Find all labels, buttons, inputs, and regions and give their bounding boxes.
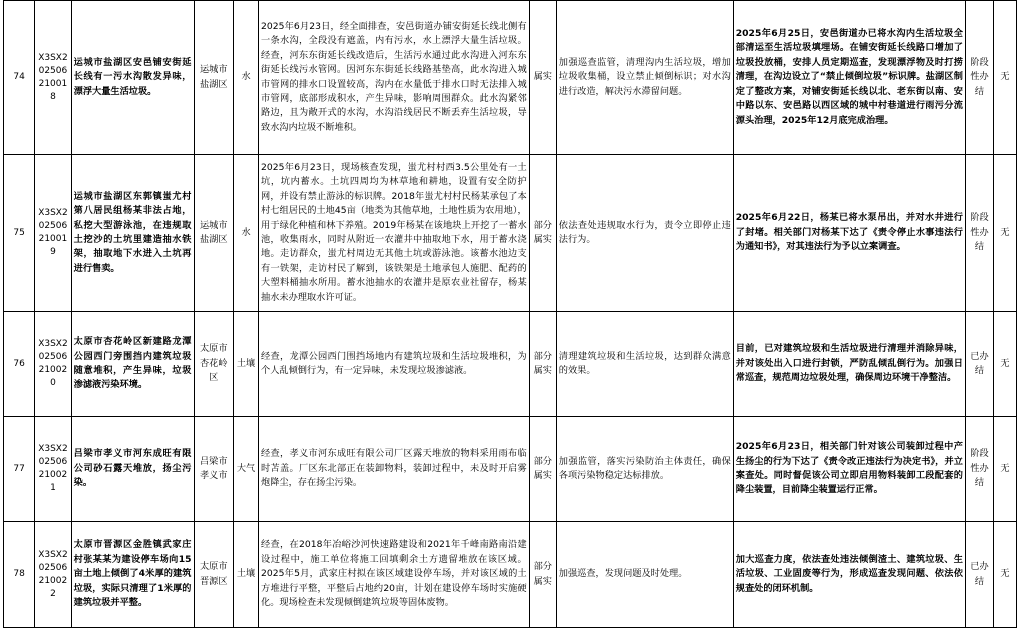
pollution-type: 水 (234, 1, 259, 155)
case-code: X3SX202506210019 (35, 155, 71, 312)
row-number: 74 (4, 1, 35, 155)
case-status: 阶段性办结 (965, 1, 993, 155)
complaint-content: 运城市盐湖区东郭镇蚩尤村第八居民组杨某非法占地，私挖大型游泳池，在违规取土挖沙的土坑里建造抽水铁架，抽取地下水进入土坑再进行售卖。 (71, 155, 194, 312)
case-code: X3SX202506210018 (35, 1, 71, 155)
pollution-type: 大气 (234, 417, 259, 522)
accountability-note: 无 (994, 312, 1017, 417)
verification-result: 属实 (529, 1, 556, 155)
case-code: X3SX202506210020 (35, 312, 71, 417)
rectification-result: 2025年6月22日，杨某已将水泵吊出，并对水井进行了封堵。相关部门对杨某下达了《责令停止水事违法行为通知书》，对其违法行为予以立案调查。 (733, 155, 965, 312)
complaint-table (3, 0, 1017, 628)
case-status: 已办结 (965, 522, 993, 628)
rectification-result: 2025年6月23日，相关部门针对该公司装卸过程中产生扬尘的行为下达了《责令改正违法行为决定书》，并立案查处。同时督促该公司立即启用物料装卸工段配套的降尘装置，目前降尘装置运行正常。 (733, 417, 965, 522)
pollution-type: 水 (234, 155, 259, 312)
rectification-result: 2025年6月25日，安邑街道办已将水沟内生活垃圾全部清运至生活垃圾填埋场。在铺安街延长线路口增加了垃圾投放桶，安排人员定期巡查，发现漂浮物及时打捞清理，在沟边设立了“禁止倾倒垃圾”标识牌。盐湖区制定了整改方案，对铺安街延长线以北、老东街以南、安中路以东、安邑路以西区域的城中村巷道进行雨污分流源头治理，2025年12月底完成治理。 (733, 1, 965, 155)
table-row (4, 312, 1017, 417)
pollution-type: 土壤 (234, 312, 259, 417)
handling-requirement: 加强巡查，发现问题及时处理。 (556, 522, 733, 628)
investigation-finding: 2025年6月23日，现场核查发现，蚩尤村村西3.5公里处有一土坑，坑内蓄水。土坑四周均为林草地和耕地，设置有安全防护网，并设有禁止游泳的标识牌。2018年蚩尤村村民杨某承包了本村七组居民的土地45亩（地类为其他草地，土地性质为农用地），用于绿化种植和林下养殖。2019年杨某在该地块上开挖了一蓄水池，收集雨水，同时从附近一农灌井中抽取地下水，用于蓄水浇地。走访群众，蚩尤村周边无其他土坑或游泳池。该蓄水池边支有一铁架，走访村民了解到，该铁架是土地承包人施肥、配药的大塑料桶抽水所用。蓄水池抽水的农灌井是原农业社留存，杨某抽水未办理取水许可证。 (259, 155, 530, 312)
complaint-content: 太原市晋源区金胜镇武家庄村张某某为建设停车场向15亩土地上倾倒了4米厚的建筑垃圾，实际只清理了1米厚的建筑垃圾并平整。 (71, 522, 194, 628)
case-status: 阶段性办结 (965, 417, 993, 522)
handling-requirement: 清理建筑垃圾和生活垃圾，达到群众满意的效果。 (556, 312, 733, 417)
investigation-finding: 2025年6月23日，经全面排查，安邑街道办铺安街延长线北侧有一条水沟，全段没有遮盖，内有污水，水上漂浮大量生活垃圾。经查，河东东街延长线改造后，生活污水通过此水沟进入河东东街延长线污水管网。因河东东街延长线路基垫高，此水沟进入城市管网的排水口设置较高，沟内在水量低于排水口时无法排入城市管网，底部形成积水，产生异味，影响周围群众。此水沟紧邻路边，且为敞开式的水沟，水沟沿线居民不断丢弃生活垃圾，导致水沟内垃圾不断堆积。 (259, 1, 530, 155)
administrative-district: 吕梁市孝义市 (194, 417, 234, 522)
rectification-result: 目前，已对建筑垃圾和生活垃圾进行清理并消除异味，并对该处出入口进行封锁，严防乱倾乱倒行为。加强日常巡查，规范周边垃圾处理，确保周边环境干净整洁。 (733, 312, 965, 417)
handling-requirement: 加强巡查监管，清理沟内生活垃圾，增加垃圾收集桶，设立禁止倾倒标识；对水沟进行改造，解决污水滞留问题。 (556, 1, 733, 155)
table-row (4, 155, 1017, 312)
investigation-finding: 经查，在2018年冶峪沙河快速路建设和2021年千峰南路南沿建设过程中，施工单位将施工回填剩余土方遗留堆放在该区域。2025年5月，武家庄村拟在该区域建设停车场，并对该区域的土方堆进行平整，平整后占地约20亩，计划在建设停车场时实施硬化。现场检查未发现倾倒建筑垃圾等固体废物。 (259, 522, 530, 628)
table-row (4, 1, 1017, 155)
table-row (4, 522, 1017, 628)
complaint-content: 吕梁市孝义市河东成旺有限公司砂石露天堆放，扬尘污染。 (71, 417, 194, 522)
accountability-note: 无 (994, 522, 1017, 628)
rectification-result: 加大巡查力度，依法查处违法倾倒渣土、建筑垃圾、生活垃圾、工业固废等行为，形成巡查发现问题、依法依规查处的闭环机制。 (733, 522, 965, 628)
row-number: 77 (4, 417, 35, 522)
investigation-finding: 经查，孝义市河东成旺有限公司厂区露天堆放的物料采用雨布临时苫盖。厂区东北部正在装卸物料，装卸过程中，未及时开启雾炮降尘，存在扬尘污染。 (259, 417, 530, 522)
accountability-note: 无 (994, 1, 1017, 155)
administrative-district: 太原市晋源区 (194, 522, 234, 628)
accountability-note: 无 (994, 417, 1017, 522)
case-status: 阶段性办结 (965, 155, 993, 312)
row-number: 76 (4, 312, 35, 417)
verification-result: 部分属实 (529, 312, 556, 417)
verification-result: 部分属实 (529, 155, 556, 312)
case-code: X3SX202506210021 (35, 417, 71, 522)
row-number: 75 (4, 155, 35, 312)
complaint-content: 运城市盐湖区安邑铺安街延长线有一污水沟散发异味，漂浮大量生活垃圾。 (71, 1, 194, 155)
pollution-type: 土壤 (234, 522, 259, 628)
handling-requirement: 依法查处违规取水行为，责令立即停止违法行为。 (556, 155, 733, 312)
case-code: X3SX202506210022 (35, 522, 71, 628)
verification-result: 部分属实 (529, 522, 556, 628)
case-status: 已办结 (965, 312, 993, 417)
administrative-district: 太原市杏花岭区 (194, 312, 234, 417)
administrative-district: 运城市盐湖区 (194, 155, 234, 312)
table-row (4, 417, 1017, 522)
investigation-finding: 经查，龙潭公园西门围挡场地内有建筑垃圾和生活垃圾堆积，为个人乱倾倒行为，有一定异味，未发现垃圾渗滤液。 (259, 312, 530, 417)
complaint-content: 太原市杏花岭区新建路龙潭公园西门旁围挡内建筑垃圾随意堆积，产生异味，垃圾渗滤液污染环境。 (71, 312, 194, 417)
administrative-district: 运城市盐湖区 (194, 1, 234, 155)
row-number: 78 (4, 522, 35, 628)
accountability-note: 无 (994, 155, 1017, 312)
handling-requirement: 加强监管，落实污染防治主体责任，确保各项污染物稳定达标排放。 (556, 417, 733, 522)
verification-result: 部分属实 (529, 417, 556, 522)
